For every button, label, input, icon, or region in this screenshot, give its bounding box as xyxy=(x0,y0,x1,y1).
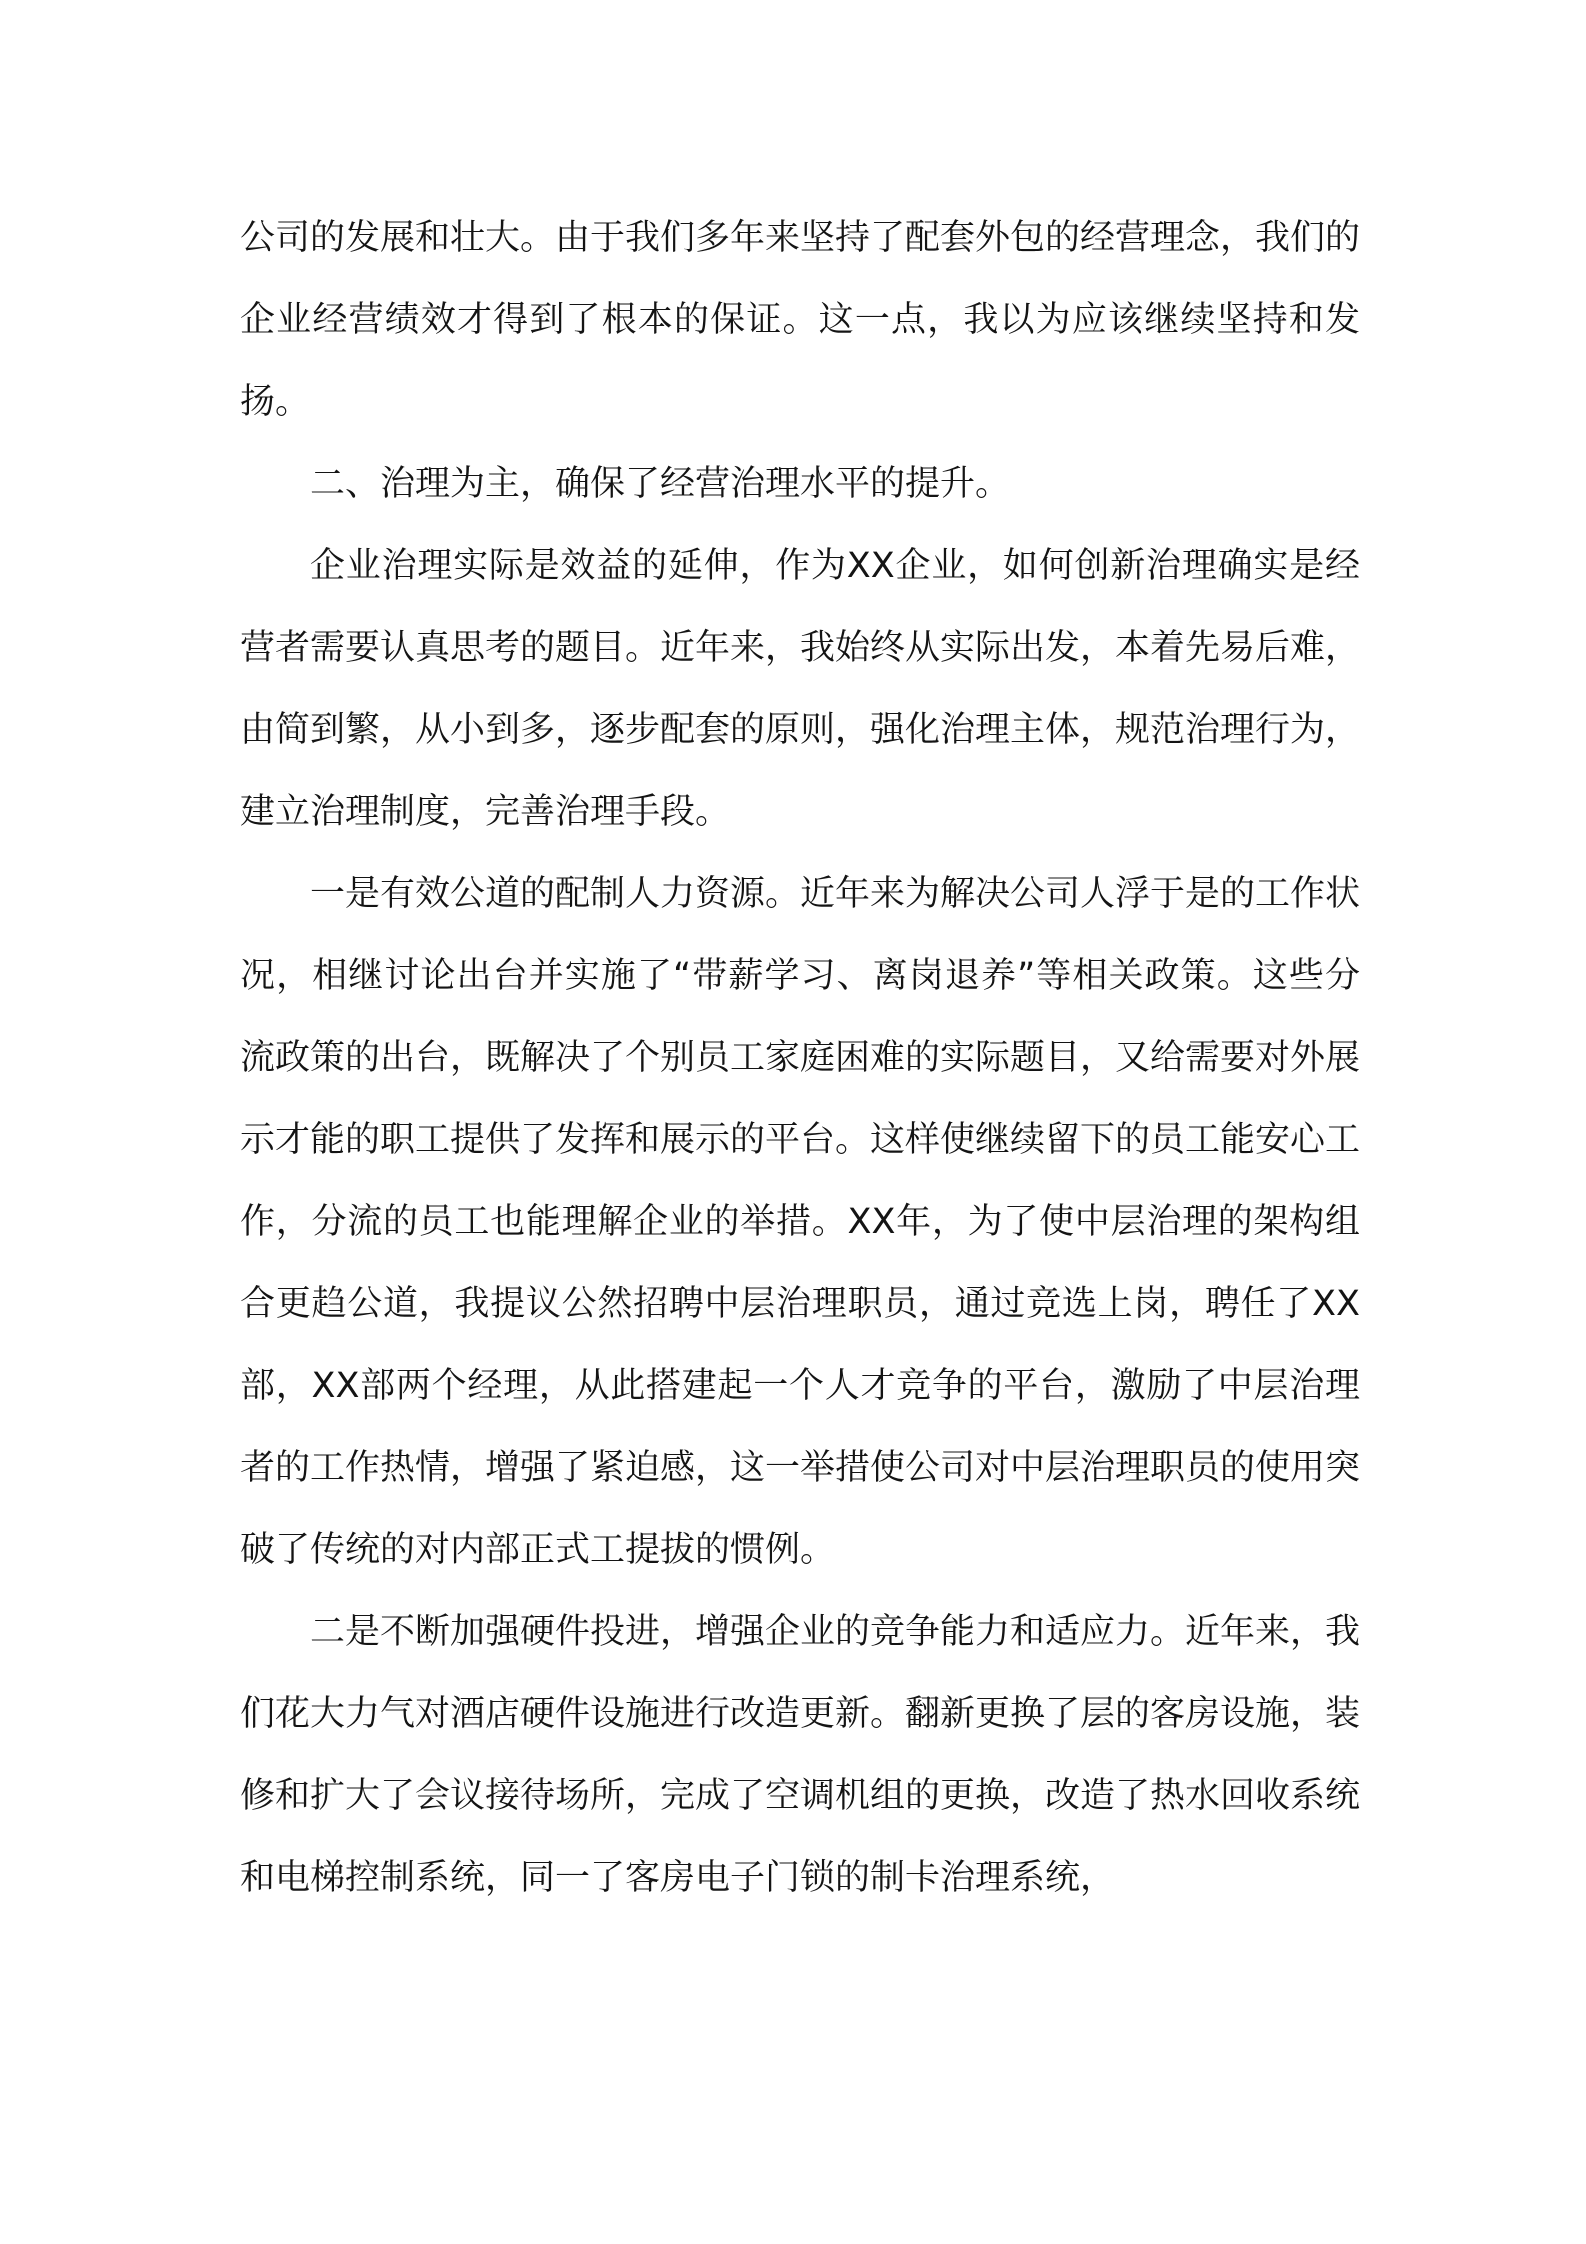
section-heading-management: 二、治理为主，确保了经营治理水平的提升。 xyxy=(310,464,1011,504)
paragraph-management-intro: 企业治理实际是效益的延伸，作为XX企业，如何创新治理确实是经营者需要认真思考的题目。近年来，我始终从实际出发，本着先易后难，由简到繁，从小到多，逐步配套的原则，强化治理主体，规范治理行为，建立治理制度，完善治理手段。 xyxy=(240,546,1361,832)
paragraph-hardware-investment: 二是不断加强硬件投进，增强企业的竞争能力和适应力。近年来，我们花大力气对酒店硬件设施进行改造更新。翻新更换了层的客房设施，装修和扩大了会议接待场所，完成了空调机组的更换，改造了热水回收系统和电梯控制系统，同一了客房电子门锁的制卡治理系统， xyxy=(240,1612,1361,1898)
paragraph-human-resources: 一是有效公道的配制人力资源。近年来为解决公司人浮于是的工作状况，相继讨论出台并实施了“带薪学习、离岗退养”等相关政策。这些分流政策的出台，既解决了个别员工家庭困难的实际题目，又给需要对外展示才能的职工提供了发挥和展示的平台。这样使继续留下的员工能安心工作，分流的员工也能理解企业的举措。XX年，为了使中层治理的架构组合更趋公道，我提议公然招聘中层治理职员，通过竞选上岗，聘任了XX部，XX部两个经理，从此搭建起一个人才竞争的平台，激励了中层治理者的工作热情，增强了紧迫感，这一举措使公司对中层治理职员的使用突破了传统的对内部正式工提拔的惯例。 xyxy=(240,874,1361,1570)
document-body xyxy=(240,197,1360,1919)
paragraph-continuation: 公司的发展和壮大。由于我们多年来坚持了配套外包的经营理念，我们的企业经营绩效才得到了根本的保证。这一点，我以为应该继续坚持和发扬。 xyxy=(240,218,1361,422)
